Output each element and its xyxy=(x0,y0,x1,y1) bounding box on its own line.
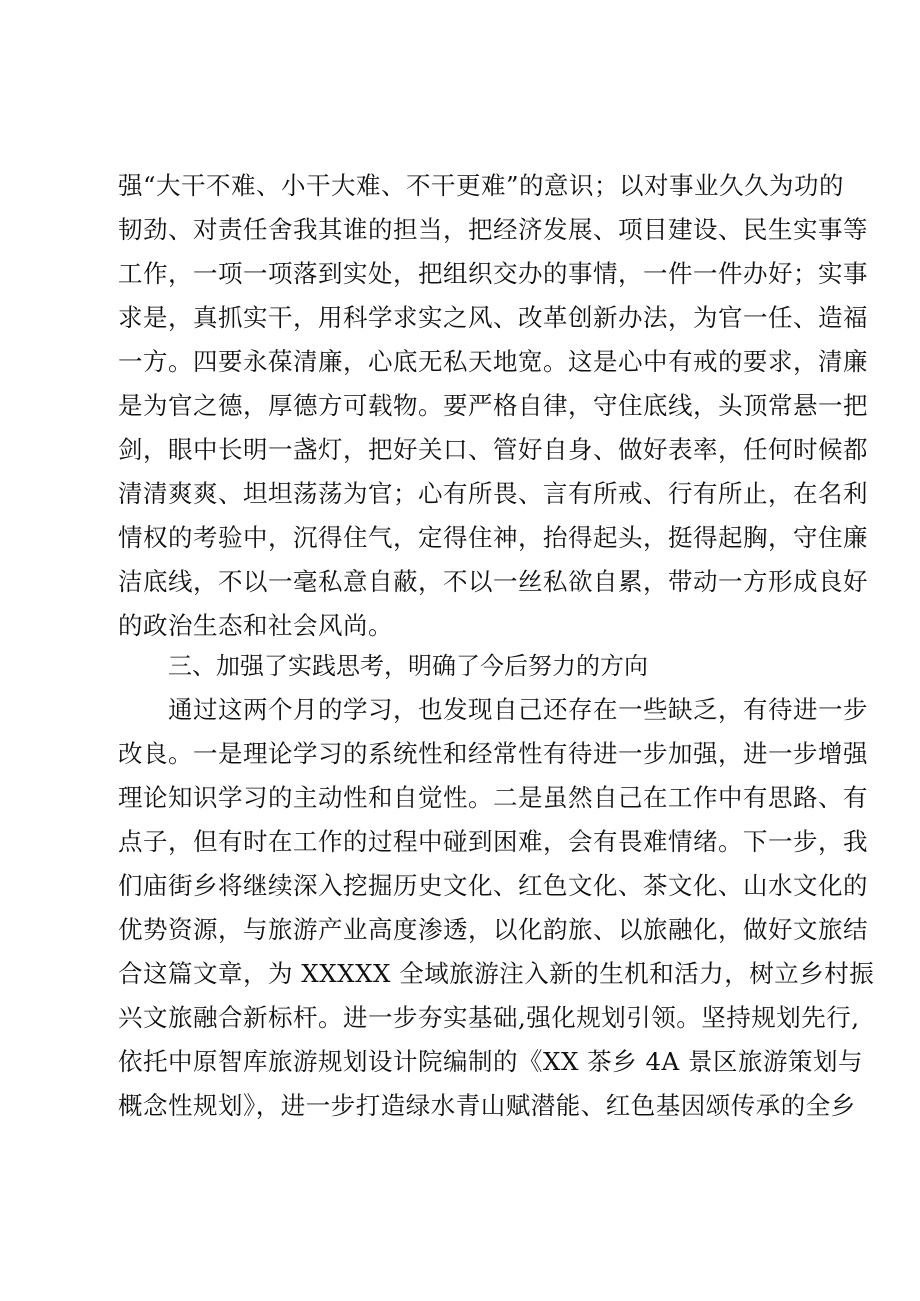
body-text-line: 通过这两个月的学习，也发现自己还存在一些缺乏，有待进一步 xyxy=(168,695,868,724)
body-text-line: 改良。一是理论学习的系统性和经常性有待进一步加强，进一步增强 xyxy=(118,739,868,768)
body-text-line: 情权的考验中，沉得住气，定得住神，抬得起头，挺得起胸，守住廉 xyxy=(118,523,868,552)
body-text-line: 韧劲、对责任舍我其谁的担当，把经济发展、项目建设、民生实事等 xyxy=(118,215,868,244)
body-text-line: 概念性规划》，进一步打造绿水青山赋潜能、红色基因颂传承的全乡 xyxy=(118,1091,856,1120)
body-text-line: 求是，真抓实干，用科学求实之风、改革创新办法，为官一任、造福 xyxy=(118,303,868,332)
body-text-line: 点子，但有时在工作的过程中碰到困难，会有畏难情绪。下一步，我 xyxy=(118,827,868,856)
body-text-line: 的政治生态和社会风尚。 xyxy=(118,611,393,640)
body-text-line: 优势资源，与旅游产业高度渗透，以化韵旅、以旅融化，做好文旅结 xyxy=(118,915,868,944)
body-text-line: 合这篇文章，为 XXXXX 全域旅游注入新的生机和活力，树立乡村振 xyxy=(118,959,875,988)
body-text-line: 剑，眼中长明一盏灯，把好关口、管好自身、做好表率，任何时候都 xyxy=(118,435,868,464)
body-text-line: 清清爽爽、坦坦荡荡为官；心有所畏、言有所戒、行有所止，在名利 xyxy=(118,479,868,508)
section-heading: 三、加强了实践思考，明确了今后努力的方向 xyxy=(168,652,648,680)
body-text-line: 依托中原智库旅游规划设计院编制的《XX 茶乡 4A 景区旅游策划与 xyxy=(118,1047,864,1076)
body-text-line: 洁底线，不以一毫私意自蔽，不以一丝私欲自累，带动一方形成良好 xyxy=(118,567,868,596)
body-text-line: 们庙街乡将继续深入挖掘历史文化、红色文化、茶文化、山水文化的 xyxy=(118,871,868,900)
body-text-line: 兴文旅融合新标杆。进一步夯实基础,强化规划引领。坚持规划先行, xyxy=(118,1003,860,1032)
body-text-line: 一方。四要永葆清廉，心底无私天地宽。这是心中有戒的要求，清廉 xyxy=(118,347,868,376)
body-text-line: 理论知识学习的主动性和自觉性。二是虽然自己在工作中有思路、有 xyxy=(118,783,868,812)
body-text-line: 是为官之德，厚德方可载物。要严格自律，守住底线，头顶常悬一把 xyxy=(118,391,868,420)
body-text-line: 工作，一项一项落到实处，把组织交办的事情，一件一件办好；实事 xyxy=(118,259,868,288)
body-text-line: 强“大干不难、小干大难、不干更难”的意识；以对事业久久为功的 xyxy=(118,171,845,200)
